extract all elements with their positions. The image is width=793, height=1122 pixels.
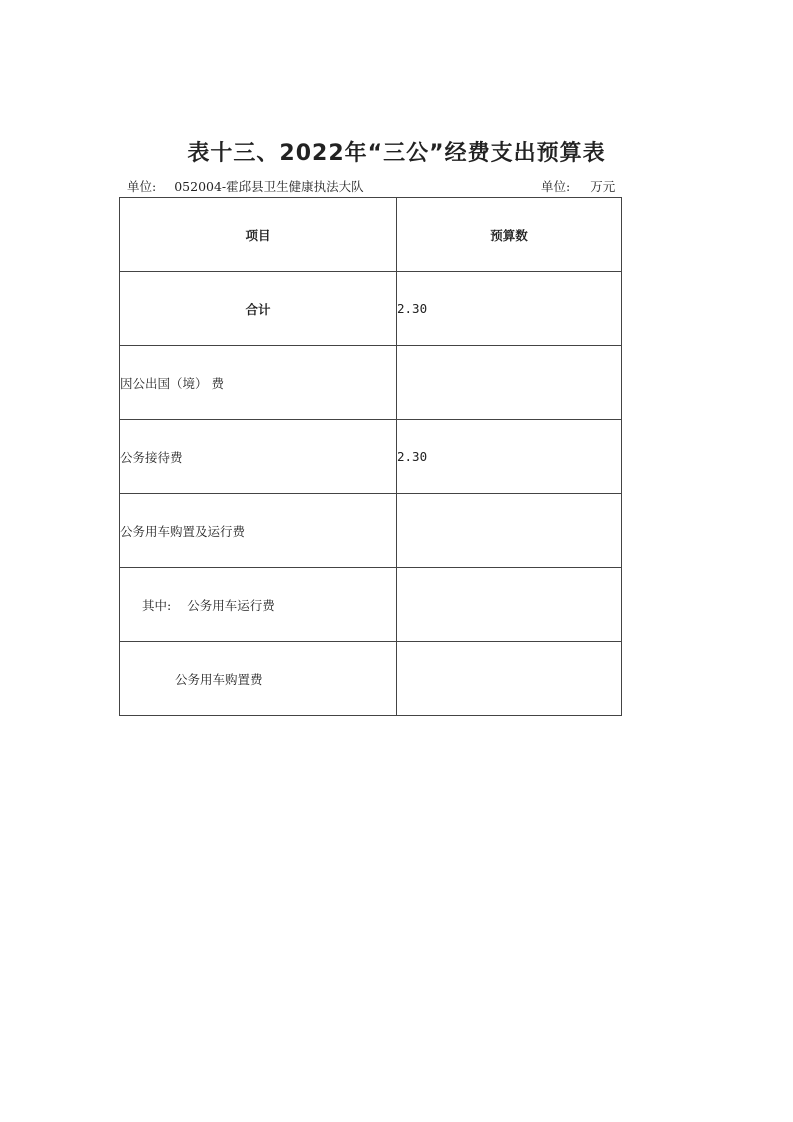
header-item: 项目 xyxy=(120,198,397,272)
row-value-overseas xyxy=(397,346,622,420)
table-row-total xyxy=(120,272,622,346)
header-budget: 预算数 xyxy=(397,198,622,272)
unit-organization-label: 单位: xyxy=(127,179,157,194)
row-value-vehicle xyxy=(397,494,622,568)
table-row-vehicle-purchase xyxy=(120,642,622,716)
row-label-vehicle-operation-text: 公务用车运行费 xyxy=(187,597,275,613)
table-row-vehicle xyxy=(120,494,622,568)
unit-currency-value: 万元 xyxy=(590,179,616,194)
unit-organization xyxy=(127,177,364,195)
row-label-total: 合计 xyxy=(120,272,397,346)
row-prefix-among: 其中: xyxy=(142,597,172,613)
budget-table xyxy=(119,197,622,716)
row-value-total: 2.30 xyxy=(397,272,622,346)
row-label-overseas: 因公出国（境） 费 xyxy=(120,346,397,420)
row-value-vehicle-operation xyxy=(397,568,622,642)
row-label-vehicle-purchase: 公务用车购置费 xyxy=(120,642,397,716)
table-header-row xyxy=(120,198,622,272)
document-title: 表十三、2022年“三公”经费支出预算表 xyxy=(187,141,606,166)
row-value-reception: 2.30 xyxy=(397,420,622,494)
unit-currency xyxy=(541,177,615,195)
row-value-vehicle-purchase xyxy=(397,642,622,716)
table-row-overseas xyxy=(120,346,622,420)
row-label-vehicle: 公务用车购置及运行费 xyxy=(120,494,397,568)
row-label-vehicle-operation xyxy=(120,568,397,642)
unit-currency-label: 单位: xyxy=(541,179,571,194)
table-row-reception xyxy=(120,420,622,494)
unit-organization-value: 052004-霍邱县卫生健康执法大队 xyxy=(174,179,364,194)
row-label-reception: 公务接待费 xyxy=(120,420,397,494)
table-row-vehicle-operation xyxy=(120,568,622,642)
